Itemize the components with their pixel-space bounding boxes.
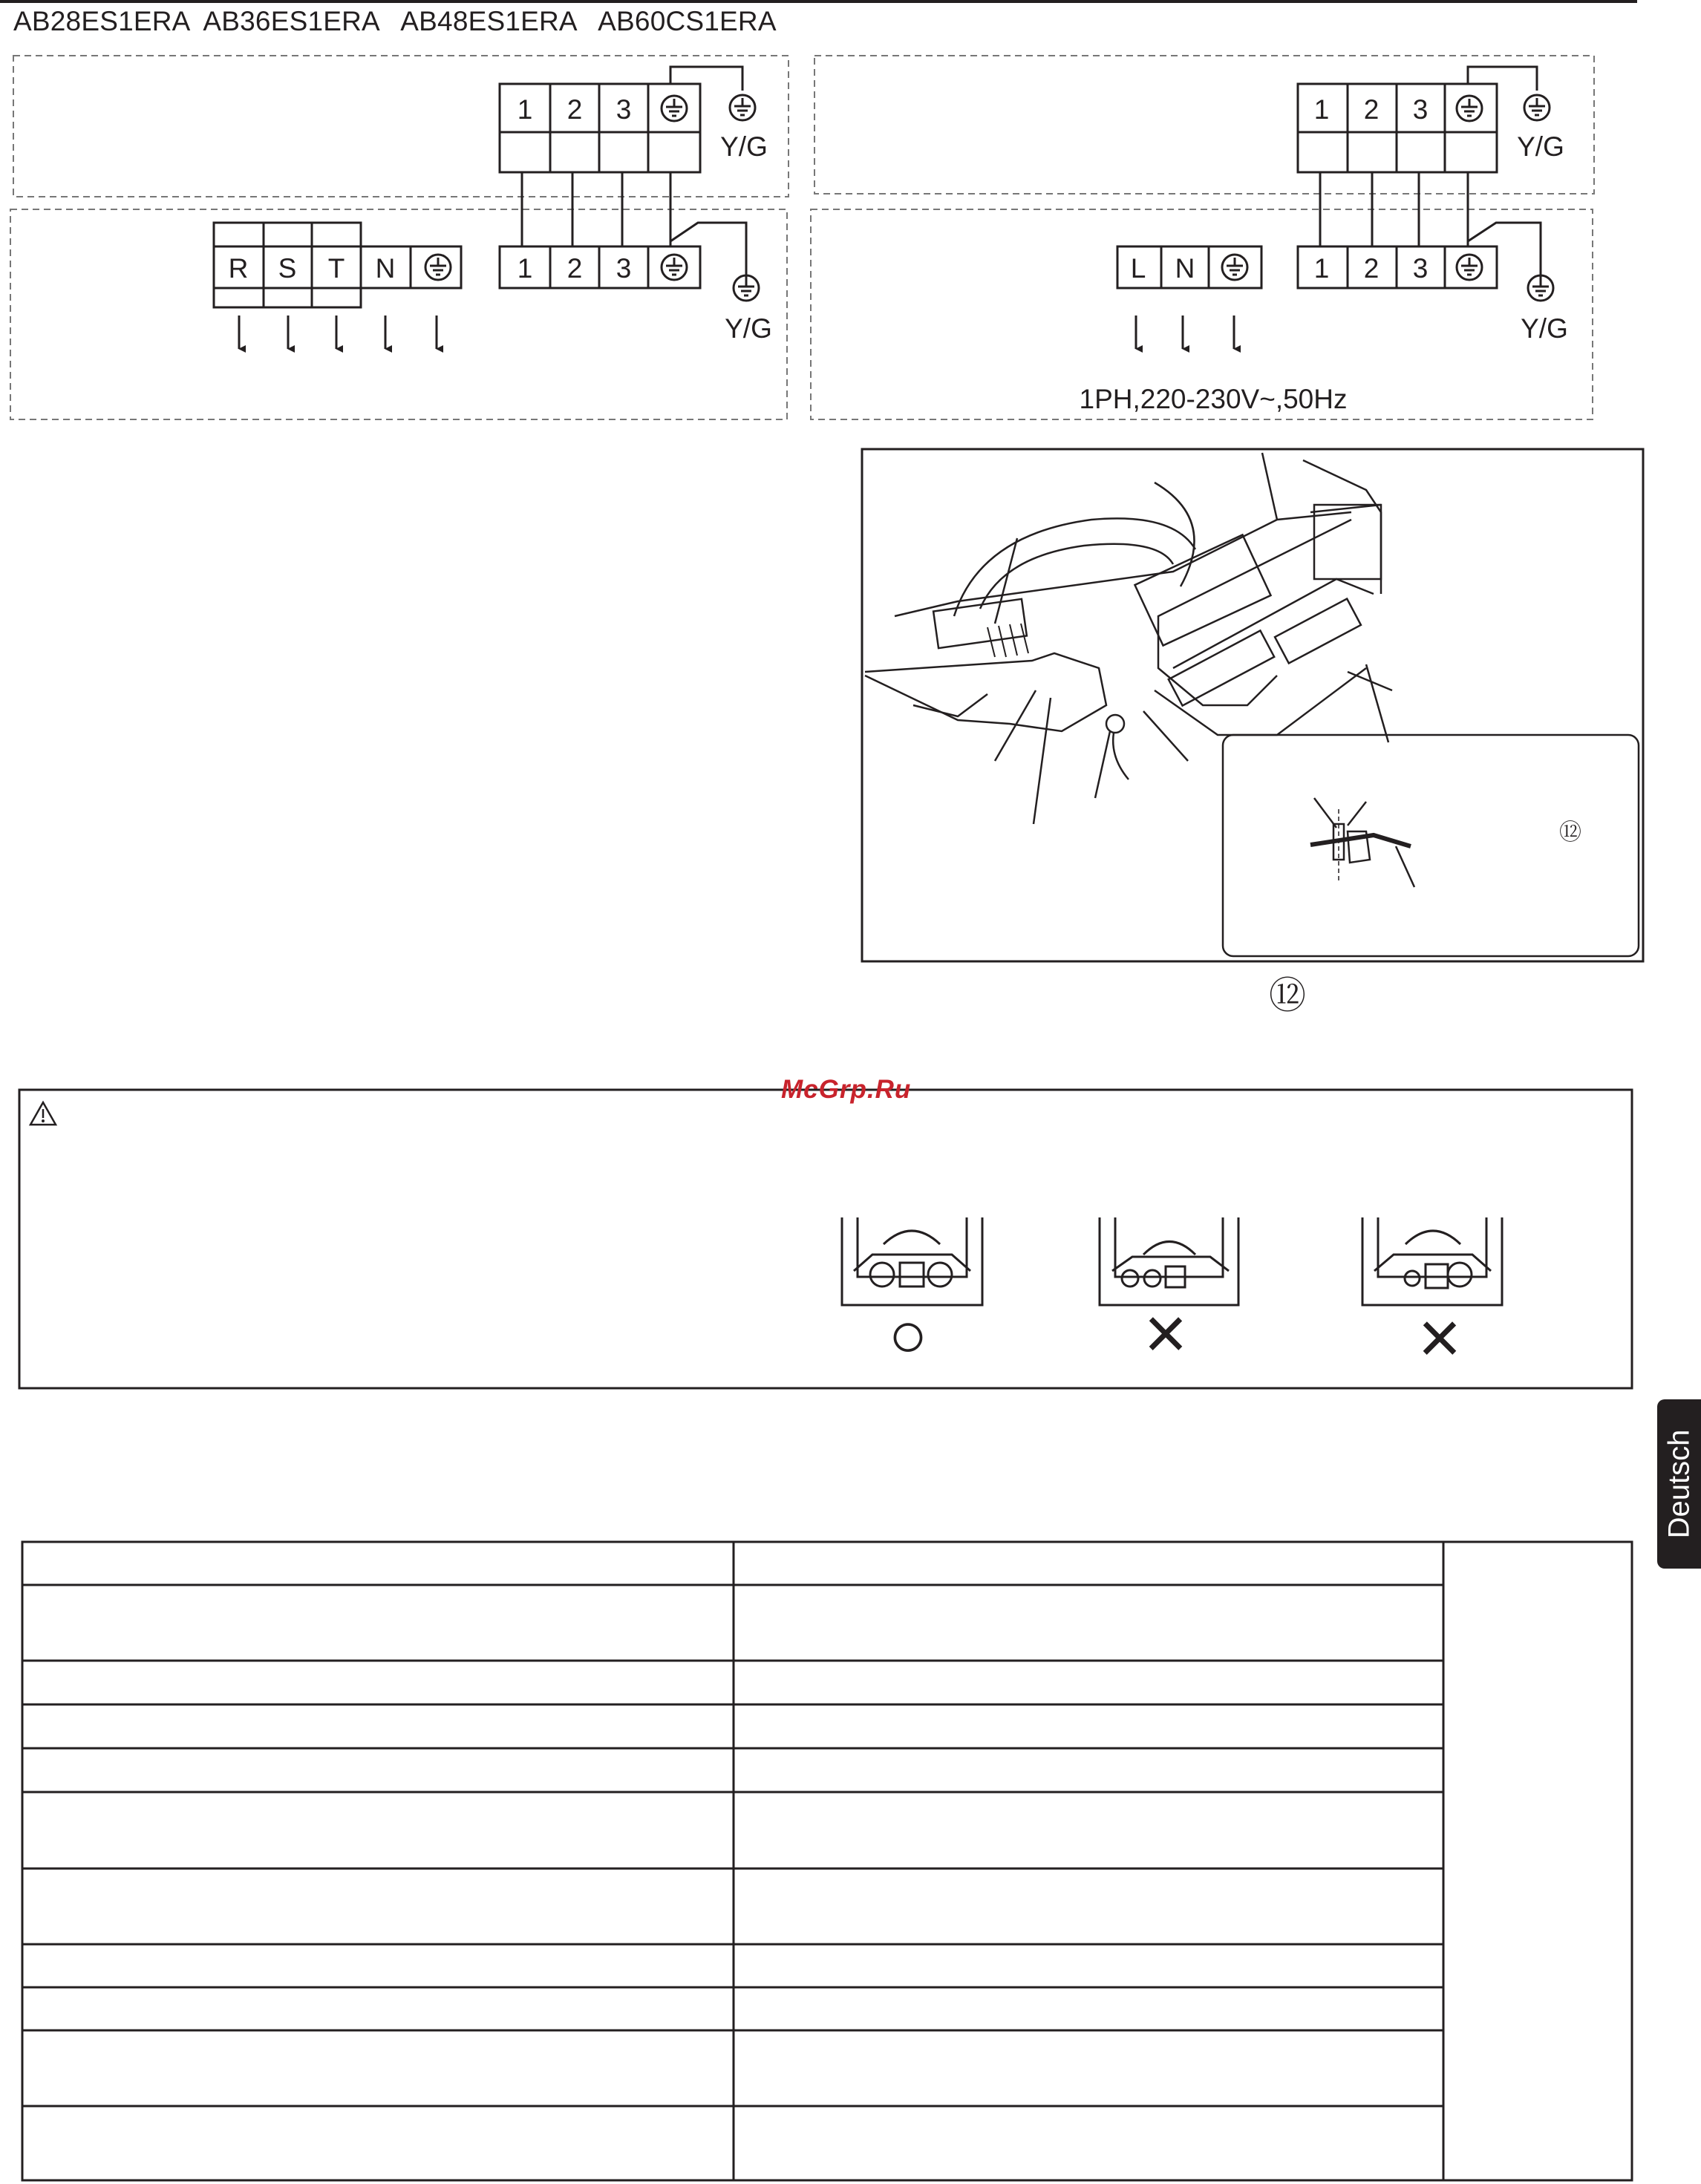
- ground-icon: [1528, 275, 1553, 301]
- ground-icon: [1524, 95, 1550, 120]
- supply-arrows-1ph: [1136, 315, 1234, 349]
- ground-icon: [730, 95, 755, 120]
- terminal-label: N: [1175, 253, 1195, 284]
- terminal-label: 2: [1363, 253, 1380, 284]
- figure-number: ⑫: [1269, 975, 1306, 1016]
- ground-label: Y/G: [1517, 131, 1564, 162]
- supply-label: 1PH,220-230V~,50Hz: [1079, 384, 1348, 414]
- terminal-label: 2: [567, 94, 583, 125]
- correct-mark: ○: [888, 1298, 928, 1371]
- language-tab[interactable]: [1657, 1399, 1701, 1569]
- terminal-label: 3: [616, 253, 632, 284]
- ground-icon: [734, 275, 759, 301]
- wiring-left-panel: [10, 56, 789, 419]
- terminal-label: 1: [1313, 253, 1330, 284]
- clamp-wrong-diagram: [1362, 1217, 1502, 1305]
- wrong-mark: ×: [1417, 1296, 1462, 1379]
- ground-icon: [662, 96, 687, 121]
- warning-box: [19, 1090, 1632, 1388]
- terminal-label: S: [278, 253, 297, 284]
- ground-icon: [1457, 255, 1482, 280]
- wrong-mark: ×: [1143, 1292, 1188, 1375]
- inset-number: ⑫: [1559, 820, 1581, 845]
- ground-icon: [1222, 255, 1247, 280]
- terminal-label: 1: [1313, 94, 1330, 125]
- terminal-label: R: [228, 253, 249, 284]
- ground-label: Y/G: [1521, 313, 1568, 344]
- terminal-label: N: [375, 253, 396, 284]
- terminal-label: 3: [1412, 253, 1429, 284]
- cable-clamp-detail: [1310, 798, 1414, 887]
- terminal-label: 3: [1412, 94, 1429, 125]
- ground-label: Y/G: [720, 131, 768, 162]
- terminal-label: T: [327, 253, 345, 284]
- ground-icon: [1457, 96, 1482, 121]
- specification-table: [22, 1542, 1632, 2180]
- ground-icon: [425, 255, 451, 280]
- supply-arrows-3ph: [239, 315, 437, 349]
- unit-wiring-illustration: [862, 449, 1643, 961]
- ground-icon: [662, 255, 687, 280]
- wiring-right-panel: [811, 56, 1594, 419]
- clamp-correct-diagram: [842, 1217, 982, 1305]
- terminal-label: L: [1130, 253, 1146, 284]
- model-list: AB28ES1ERA AB36ES1ERA AB48ES1ERA AB60CS1ERA: [13, 6, 777, 36]
- watermark: McGrp.Ru: [781, 1075, 912, 1104]
- language-tab-label: Deutsch: [1662, 1429, 1695, 1539]
- ground-label: Y/G: [725, 313, 772, 344]
- terminal-label: 1: [517, 253, 533, 284]
- terminal-label: 1: [517, 94, 533, 125]
- terminal-label: 3: [616, 94, 632, 125]
- terminal-label: 2: [1363, 94, 1380, 125]
- warning-triangle-icon: [30, 1102, 56, 1125]
- terminal-label: 2: [567, 253, 583, 284]
